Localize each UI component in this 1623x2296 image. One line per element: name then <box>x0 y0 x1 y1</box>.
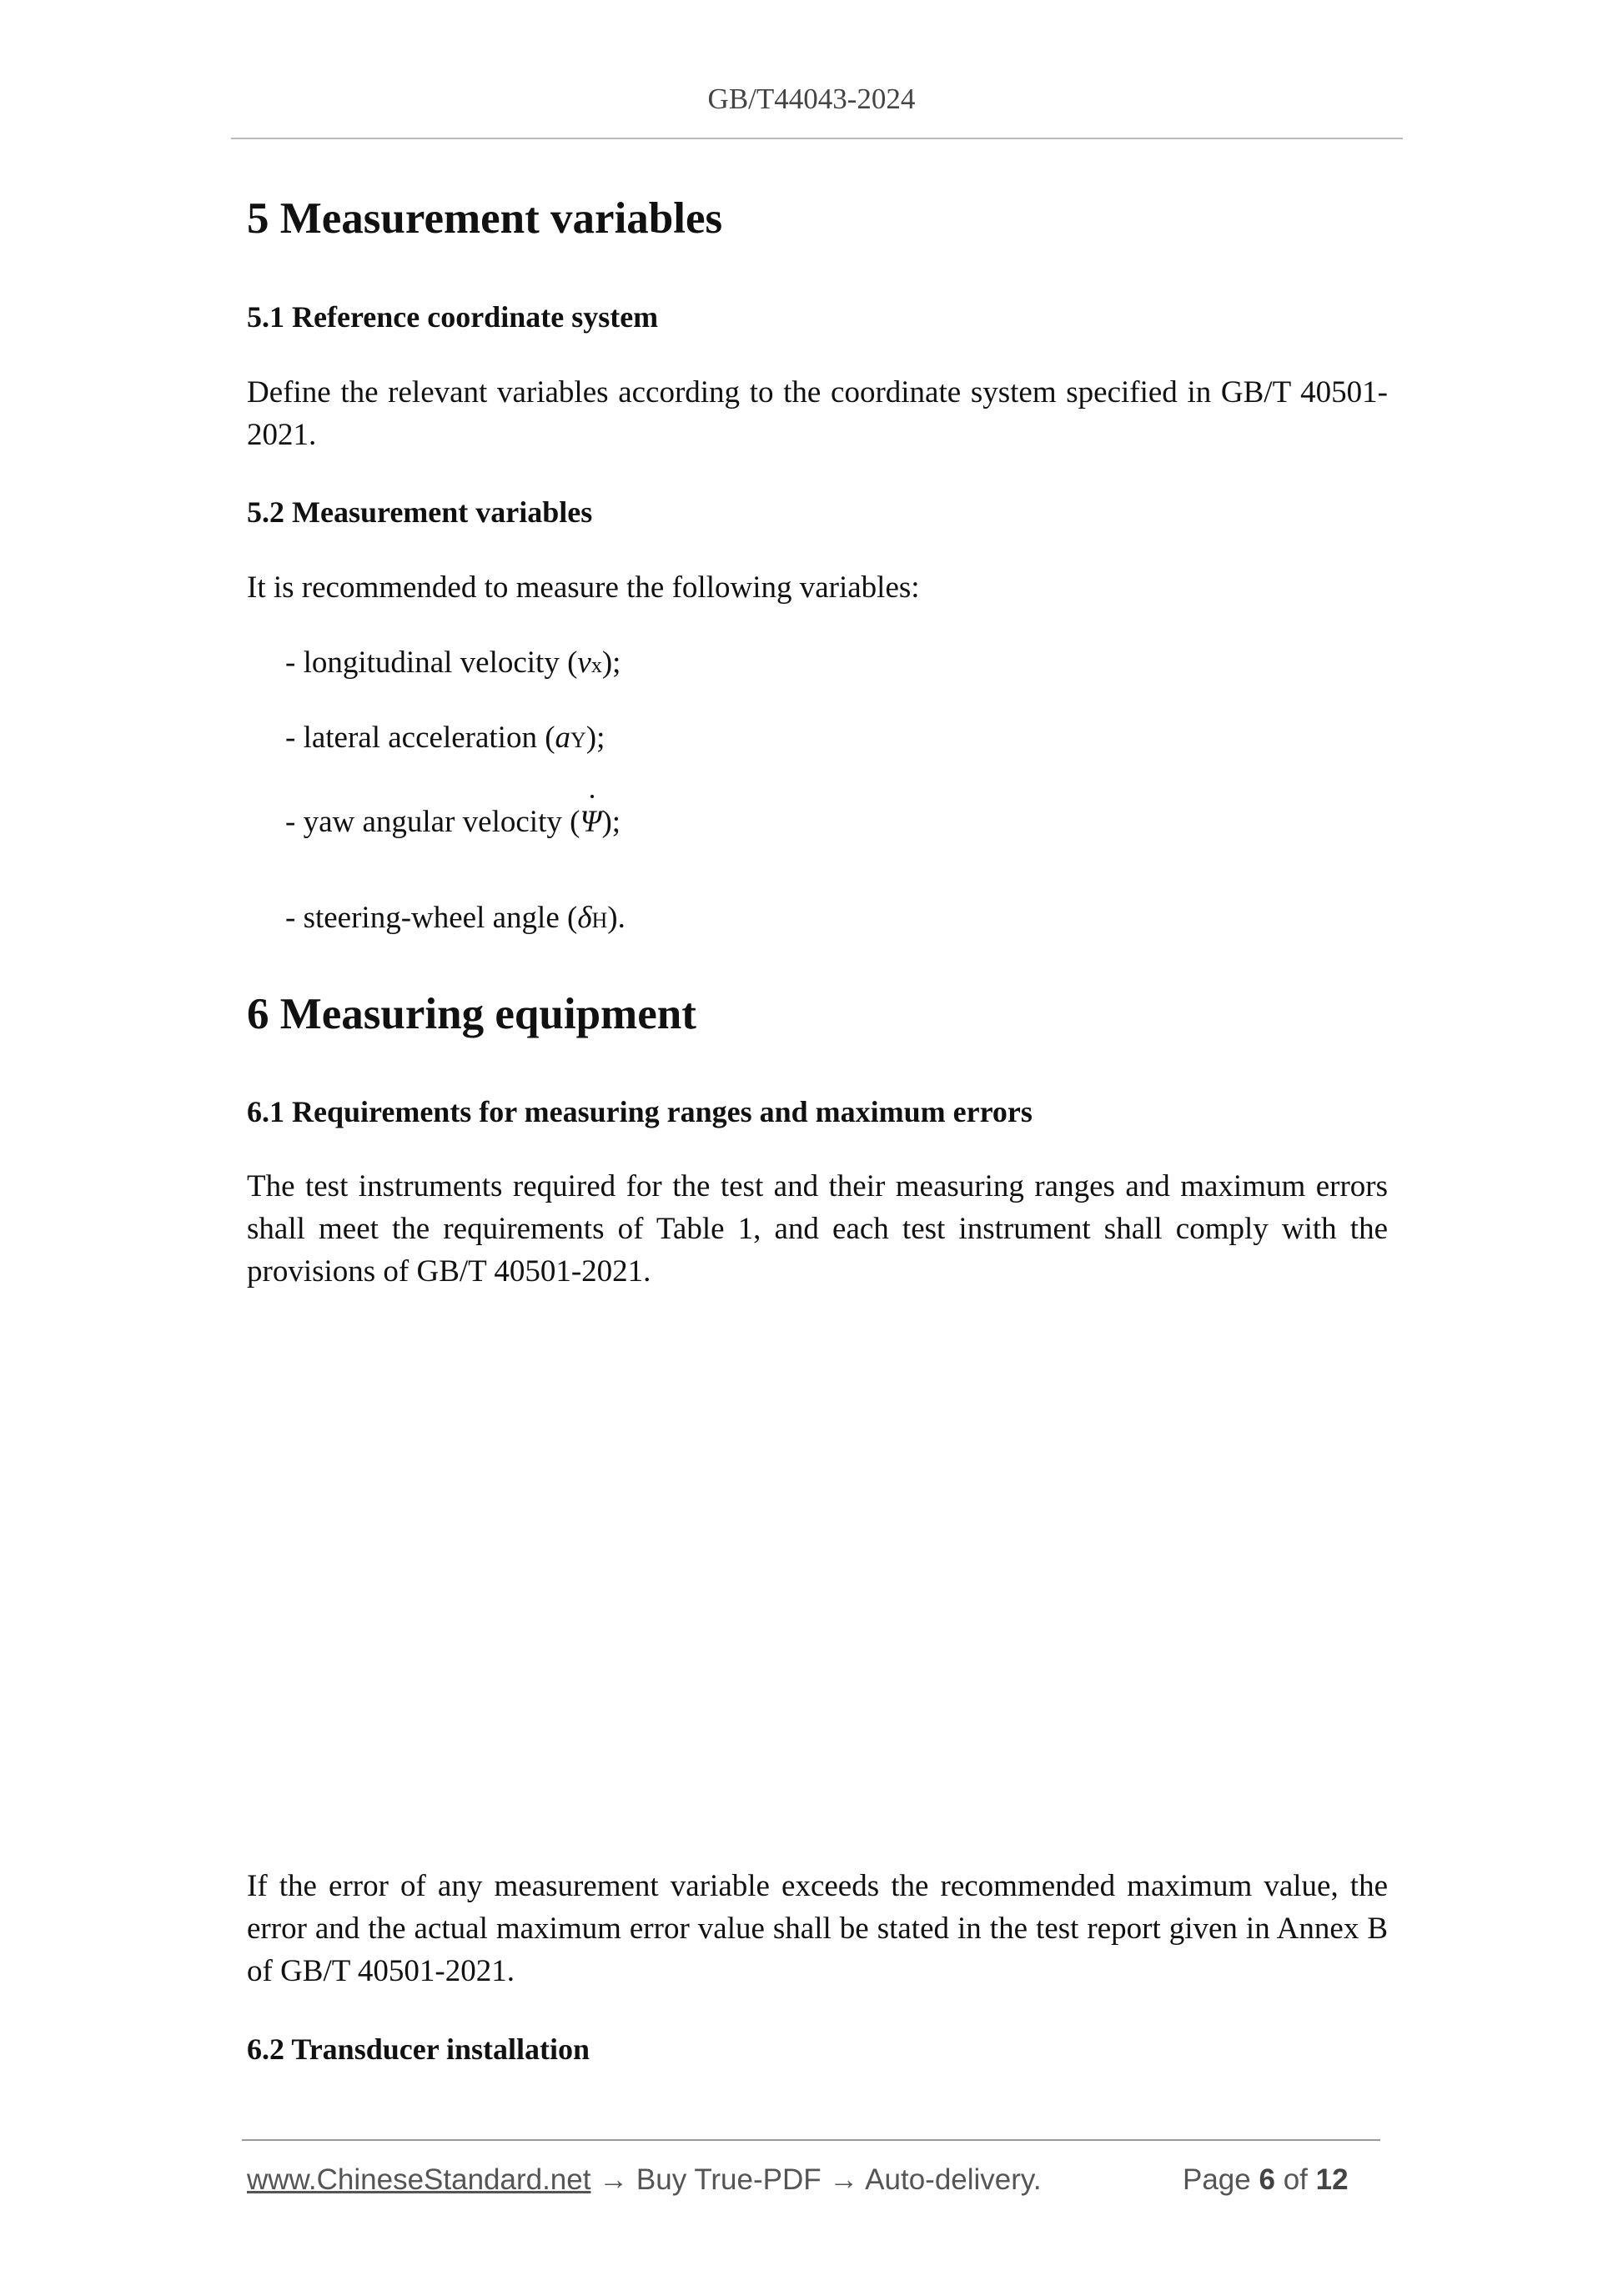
footer-divider <box>242 2139 1380 2141</box>
section-6-1-body-2: If the error of any measurement variable exceeds the recommended maximum value, the error and the actual maximum error value shall be stated in the test report given in Annex B of GB/T 40501-2021. <box>247 1869 1388 1988</box>
section-6-1-body: The test instruments required for the test and their measuring ranges and maximum errors shall meet the requirements of Table 1, and each test instrument shall comply with the provisions of GB/T 40501-2021. <box>247 1169 1388 1289</box>
list-item: - lateral acceleration (aY); <box>285 721 605 755</box>
section-5-1-body: Define the relevant variables according to the coordinate system specified in GB/T 40501-2021. <box>247 375 1388 452</box>
page-indicator <box>1183 2162 1349 2198</box>
website-link[interactable]: www.ChineseStandard.net <box>247 2163 591 2196</box>
section-5-heading: 5 Measurement variables <box>247 194 723 243</box>
document-header: GB/T44043-2024 <box>707 83 916 115</box>
section-5-1-heading: 5.1 Reference coordinate system <box>247 300 659 334</box>
section-5-2-intro: It is recommended to measure the following variables: <box>247 570 920 605</box>
footer-tagline: → Buy True-PDF → Auto-delivery. <box>590 2163 1042 2196</box>
page-label: Page <box>1183 2163 1251 2196</box>
list-item: - steering-wheel angle (δH). <box>285 901 626 935</box>
section-6-2-heading: 6.2 Transducer installation <box>247 2032 590 2066</box>
current-page: 6 <box>1259 2163 1275 2196</box>
total-pages: 12 <box>1315 2163 1349 2196</box>
footer-promo <box>247 2162 1042 2198</box>
header-divider <box>231 138 1403 139</box>
of-label: of <box>1283 2163 1308 2196</box>
list-item: - yaw angular velocity (Ψ); <box>285 803 621 842</box>
list-item: - longitudinal velocity (vx); <box>285 646 621 680</box>
section-6-heading: 6 Measuring equipment <box>247 990 696 1038</box>
section-6-1-heading: 6.1 Requirements for measuring ranges and maximum errors <box>247 1095 1033 1128</box>
section-5-2-heading: 5.2 Measurement variables <box>247 495 593 529</box>
